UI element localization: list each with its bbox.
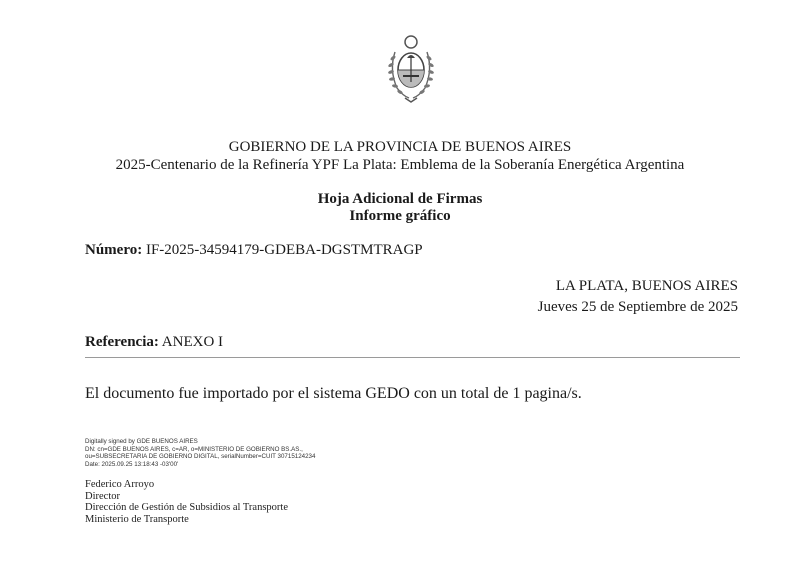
signature-line: Date: 2025.09.25 13:18:43 -03'00' (85, 460, 179, 468)
reference (85, 334, 223, 351)
signer-name: Federico Arroyo (85, 479, 155, 490)
document-title: Hoja Adicional de Firmas (317, 191, 483, 207)
digital-signature-block (85, 438, 315, 468)
divider (85, 357, 740, 358)
signer-ministry: Ministerio de Transporte (85, 513, 189, 525)
signer-office: Dirección de Gestión de Subsidios al Transporte (85, 502, 288, 513)
signature-line: ou=SUBSECRETARIA DE GOBIERNO DIGITAL, serialNumber=CUIT 30715124234 (85, 453, 316, 461)
document-number (85, 242, 423, 259)
location: LA PLATA, BUENOS AIRES (555, 278, 738, 294)
signer-block (85, 479, 288, 525)
reference-value: ANEXO I (161, 334, 224, 350)
number-value: IF-2025-34594179-GDEBA-DGSTMTRAGP (145, 242, 423, 258)
argentina-coat-of-arms-icon (385, 8, 437, 106)
body-text: El documento fue importado por el sistema GEDO con un total de 1 pagina/s. (85, 385, 582, 402)
document-date: Jueves 25 de Septiembre de 2025 (537, 299, 738, 315)
signer-position: Director (85, 490, 120, 502)
reference-label: Referencia: (85, 334, 159, 350)
signature-line: Digitally signed by GDE BUENOS AIRES (85, 438, 198, 445)
signature-line: DN: cn=GDE BUENOS AIRES, c=AR, o=MINISTERIO DE GOBIERNO BS.AS., (85, 445, 303, 453)
government-name: GOBIERNO DE LA PROVINCIA DE BUENOS AIRES (228, 139, 572, 155)
year-motto: 2025-Centenario de la Refinería YPF La Plata: Emblema de la Soberanía Energética Argentina (115, 157, 685, 173)
document-subtitle: Informe gráfico (349, 208, 451, 224)
number-label: Número: (85, 242, 143, 258)
